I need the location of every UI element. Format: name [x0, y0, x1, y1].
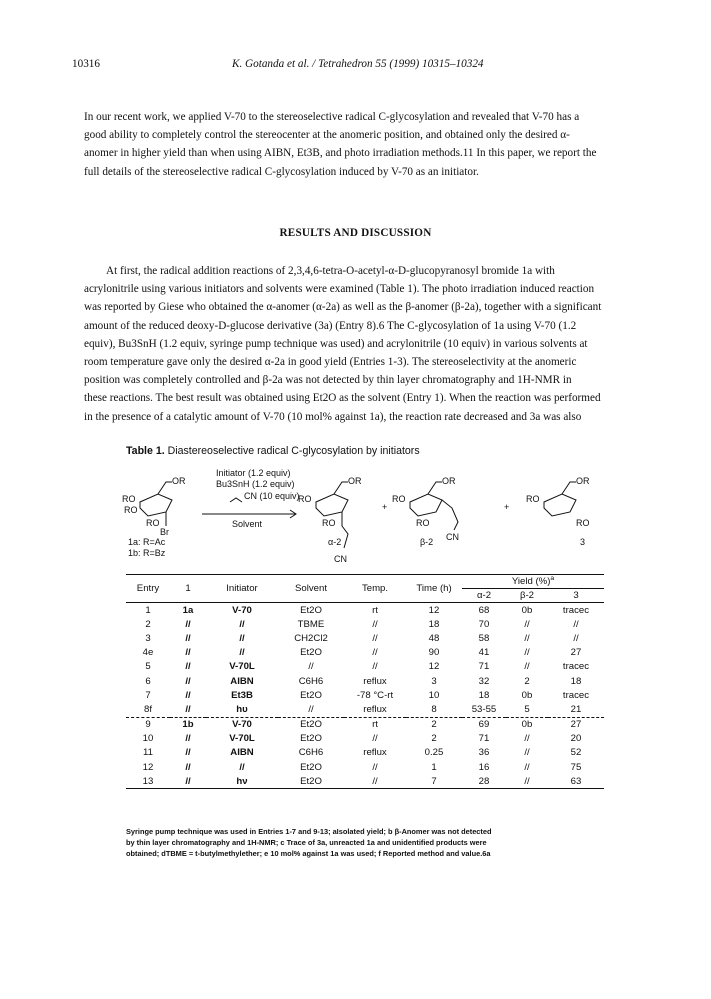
results-line: equiv), Bu3SnH (1.2 equiv, syringe pump technique was used) and acrylonitrile (10 equiv) in various solvents at	[84, 337, 588, 350]
table-row	[126, 674, 604, 688]
cell-initiator: V-70	[232, 719, 252, 731]
page-number: 10316	[72, 58, 100, 70]
reaction-scheme-drawing	[120, 464, 610, 570]
alpha2-ring	[316, 494, 348, 516]
cell-entry: 10	[142, 733, 154, 745]
cell-alpha2: 32	[478, 675, 490, 687]
cell-sm: //	[170, 774, 206, 789]
cell-3: tracec	[562, 661, 590, 673]
reagent-tin-hydride: Bu3SnH (1.2 equiv)	[216, 479, 295, 489]
sm-label-1b: 1b: R=Bz	[128, 548, 166, 558]
table-caption-label: Table 1.	[126, 445, 165, 457]
cell-time: 90	[428, 647, 440, 659]
cell-3: 21	[548, 702, 604, 717]
cell-entry: 12	[142, 761, 154, 773]
intro-line: In our recent work, we applied V-70 to the stereoselective radical C-glycosylation and revealed that V-70 has a	[84, 111, 580, 123]
c3-ring	[544, 494, 576, 516]
cell-entry: 6	[145, 675, 151, 687]
beta2-ring	[410, 494, 442, 516]
table-body	[126, 603, 604, 789]
col-yield-label: Yield (%)	[511, 576, 551, 588]
beta2-ro-label: RO	[416, 518, 430, 528]
sm-ro-label: RO	[122, 494, 136, 504]
cell-entry: 8f	[126, 702, 170, 717]
running-title: K. Gotanda et al. / Tetrahedron 55 (1999) 10315–10324	[232, 58, 484, 70]
results-line: was reported by Giese who obtained the α-anomer (α-2a) as well as the β-anomer (β-2a), together with a significant	[84, 301, 602, 314]
cell-entry: 5	[145, 661, 151, 673]
cell-sm: //	[185, 733, 191, 745]
table-footnote	[126, 826, 606, 860]
cell-alpha2: 41	[478, 647, 490, 659]
table-row	[126, 702, 604, 717]
cell-3: 20	[570, 733, 582, 745]
table-row	[126, 660, 604, 674]
alpha2-or-label: OR	[348, 476, 362, 486]
cell-time: 8	[406, 702, 462, 717]
beta2-cn-label: CN	[446, 532, 459, 542]
sm-or-label: OR	[172, 476, 186, 486]
cell-beta2: //	[524, 618, 530, 630]
cell-initiator: AIBN	[230, 747, 254, 759]
cell-beta2: //	[524, 747, 530, 759]
cell-initiator: V-70L	[229, 733, 255, 745]
cell-alpha2: 70	[478, 618, 490, 630]
cell-temp: reflux	[363, 747, 387, 759]
cell-entry: 4e	[142, 647, 154, 659]
cell-3: 18	[570, 675, 582, 687]
cell-3: 27	[570, 719, 582, 731]
cell-temp: //	[372, 661, 378, 673]
cell-solvent: C6H6	[298, 747, 324, 759]
cell-initiator: V-70	[232, 604, 252, 616]
sm-ro-label: RO	[146, 518, 160, 528]
cell-beta2: //	[506, 774, 548, 789]
plus-sign: +	[504, 502, 510, 512]
c3-ro-label: RO	[576, 518, 590, 528]
cell-sm: //	[185, 618, 191, 630]
cell-temp: //	[372, 618, 378, 630]
table-caption-text: Diastereoselective radical C-glycosylation by initiators	[164, 445, 420, 457]
cell-time: 10	[428, 689, 440, 701]
cell-3: 63	[548, 774, 604, 789]
table-row	[126, 688, 604, 702]
cell-solvent: //	[278, 702, 344, 717]
cell-solvent: CH2Cl2	[294, 632, 328, 644]
cell-alpha2: 36	[478, 747, 490, 759]
cell-sm: //	[185, 689, 191, 701]
results-line: room temperature gave only the desired α-2a in good yield (Entries 1-3). The stereoselectivity at the anomeric	[84, 356, 577, 369]
cell-temp: //	[372, 761, 378, 773]
col-sm: 1	[170, 575, 206, 603]
cell-3: 52	[570, 747, 582, 759]
product-3-label: 3	[580, 537, 586, 547]
alpha2-ro-label: RO	[322, 518, 336, 528]
cell-entry: 13	[126, 774, 170, 789]
sm-ring	[140, 494, 172, 516]
footnote-line: Syringe pump technique was used in Entries 1-7 and 9-13; aIsolated yield; b β-Anomer was not detected	[126, 827, 492, 836]
results-line: acrylonitrile using various initiators and solvents were examined (Table 1). The photo irradiation induced reaction	[84, 283, 595, 296]
cell-temp: //	[372, 647, 378, 659]
reagent-acrylonitrile: CN (10 equiv)	[244, 491, 300, 501]
intro-line: full details of the stereoselective radical C-glycosylation induced by V-70 as an initiator.	[84, 165, 479, 178]
cell-temp: //	[372, 632, 378, 644]
col-3: 3	[548, 589, 604, 603]
cell-initiator: hν	[206, 774, 278, 789]
cell-beta2: //	[524, 647, 530, 659]
cell-time: 2	[431, 733, 437, 745]
cell-beta2: //	[524, 632, 530, 644]
cell-sm: //	[185, 761, 191, 773]
cell-solvent: //	[308, 661, 314, 673]
table-row	[126, 617, 604, 631]
cell-solvent: Et2O	[300, 604, 322, 616]
beta2-ch2or	[428, 482, 442, 494]
cell-sm: //	[185, 747, 191, 759]
sm-label-1a: 1a: R=Ac	[128, 537, 166, 547]
cell-beta2: 0b	[521, 689, 533, 701]
cell-solvent: Et2O	[300, 719, 322, 731]
cell-solvent: TBME	[297, 618, 325, 630]
table-row	[126, 760, 604, 774]
acrylonitrile-bonds	[230, 498, 242, 502]
cell-beta2: 5	[506, 702, 548, 717]
cell-sm: 1a	[182, 604, 194, 616]
cell-alpha2: 69	[478, 719, 490, 731]
cell-solvent: Et2O	[278, 774, 344, 789]
cell-temp: -78 °C-rt	[356, 689, 394, 701]
col-solvent: Solvent	[278, 575, 344, 603]
cell-time: 48	[428, 632, 440, 644]
c3-ro-label: RO	[526, 494, 540, 504]
beta2-or-label: OR	[442, 476, 456, 486]
cell-beta2: 0b	[521, 604, 533, 616]
cell-solvent: C6H6	[298, 675, 324, 687]
cell-time: 0.25	[424, 747, 444, 759]
footnote-line: obtained; dTBME = t-butylmethylether; e 10 mol% against 1a was used; f Reported method and value.6a	[126, 849, 491, 859]
alpha2-cn-label: CN	[334, 554, 347, 564]
cell-beta2: //	[524, 761, 530, 773]
intro-line: good ability to completely control the stereocenter at the anomeric position, and obtained only the desired α-	[84, 129, 570, 142]
cell-time: 18	[428, 618, 440, 630]
reagent-initiator: Initiator (1.2 equiv)	[216, 468, 291, 478]
results-table	[126, 574, 604, 789]
product-alpha2-label: α-2	[328, 537, 342, 547]
cell-alpha2: 68	[478, 604, 490, 616]
section-heading: RESULTS AND DISCUSSION	[279, 227, 432, 239]
cell-initiator: //	[239, 632, 245, 644]
sm-ch2or	[158, 482, 172, 494]
alpha2-ch2or	[334, 482, 348, 494]
col-entry: Entry	[126, 575, 170, 603]
results-paragraph	[84, 262, 646, 426]
cell-time: 3	[431, 675, 437, 687]
table-row	[126, 746, 604, 760]
cell-initiator: Et3B	[231, 689, 253, 701]
cell-3: tracec	[562, 604, 590, 616]
alpha2-chain	[342, 512, 348, 548]
results-line: amount of the reduced deoxy-D-glucose derivative (3a) (Entry 8).6 The C-glycosylation of 1a using V-70 (1.2	[84, 319, 577, 332]
cell-sm: 1b	[182, 719, 194, 731]
sm-br-label: Br	[160, 527, 169, 537]
cell-entry: 2	[145, 618, 151, 630]
cell-time: 12	[428, 604, 440, 616]
cell-alpha2: 28	[462, 774, 506, 789]
cell-beta2: 0b	[521, 719, 533, 731]
cell-time: 12	[428, 661, 440, 673]
plus-sign: +	[382, 502, 388, 512]
footnote-line: by thin layer chromatography and 1H-NMR; c Trace of 3a, unreacted 1a and unidentified products were	[126, 838, 487, 848]
col-alpha2: α-2	[462, 589, 506, 603]
cell-3: //	[573, 618, 579, 630]
cell-beta2: //	[524, 661, 530, 673]
cell-alpha2: 71	[478, 733, 490, 745]
results-line: At first, the radical addition reactions of 2,3,4,6-tetra-O-acetyl-α-D-glucopyranosyl bromide 1a with	[106, 265, 555, 277]
cell-initiator: //	[239, 761, 245, 773]
table-row	[126, 646, 604, 660]
results-line: position was completely controlled and β-2a was not detected by thin layer chromatography and 1H-NMR in	[84, 374, 572, 387]
cell-sm: //	[185, 661, 191, 673]
cell-sm: //	[185, 647, 191, 659]
reaction-solvent: Solvent	[232, 519, 263, 529]
cell-alpha2: 58	[478, 632, 490, 644]
cell-temp: //	[372, 733, 378, 745]
cell-solvent: Et2O	[300, 689, 322, 701]
intro-line: anomer in higher yield than when using AIBN, Et3B, and photo irradiation methods.11 In this paper, we report the	[84, 147, 597, 160]
cell-solvent: Et2O	[300, 647, 322, 659]
cell-sm: //	[185, 632, 191, 644]
product-beta2-label: β-2	[420, 537, 434, 547]
beta2-chain	[442, 500, 458, 530]
cell-3: //	[573, 632, 579, 644]
cell-initiator: //	[239, 647, 245, 659]
cell-temp: rt	[372, 719, 378, 731]
cell-beta2: //	[524, 733, 530, 745]
cell-entry: 1	[145, 604, 151, 616]
col-yield-sup: a	[550, 575, 555, 583]
cell-3: 75	[570, 761, 582, 773]
cell-sm: //	[185, 675, 191, 687]
cell-time: 1	[431, 761, 437, 773]
table-row	[126, 732, 604, 746]
col-yield	[462, 575, 604, 589]
beta2-ro-label: RO	[392, 494, 406, 504]
cell-3: tracec	[562, 689, 590, 701]
cell-temp: reflux	[363, 675, 387, 687]
cell-solvent: Et2O	[300, 761, 322, 773]
table-row	[126, 631, 604, 645]
reaction-scheme	[120, 464, 610, 570]
cell-3: 27	[570, 647, 582, 659]
cell-entry: 7	[145, 689, 151, 701]
col-time: Time (h)	[406, 575, 462, 603]
cell-sm: //	[170, 702, 206, 717]
cell-entry: 11	[143, 747, 153, 759]
cell-alpha2: 71	[478, 661, 490, 673]
results-line: these reactions. The best result was obtained using Et2O as the solvent (Entry 1). When the reaction was performed	[84, 392, 601, 405]
c3-ch2or	[562, 482, 576, 494]
cell-entry: 3	[145, 632, 151, 644]
table-caption	[126, 445, 420, 457]
cell-alpha2: 53-55	[462, 702, 506, 717]
cell-initiator: V-70L	[229, 661, 255, 673]
cell-temp: rt	[372, 604, 378, 616]
table-row	[126, 603, 604, 618]
cell-solvent: Et2O	[300, 733, 322, 745]
intro-paragraph	[84, 108, 646, 181]
cell-time: 7	[406, 774, 462, 789]
cell-temp: //	[344, 774, 406, 789]
cell-initiator: //	[239, 618, 245, 630]
cell-initiator: hυ	[206, 702, 278, 717]
cell-time: 2	[431, 719, 437, 731]
table-row	[126, 774, 604, 789]
results-line: in the presence of a catalytic amount of V-70 (10 mol% against 1a), the reaction rate decreased and 3a was also	[84, 410, 582, 423]
cell-alpha2: 16	[478, 761, 490, 773]
cell-entry: 9	[145, 719, 151, 731]
alpha2-ro-label: RO	[298, 494, 312, 504]
cell-alpha2: 18	[478, 689, 490, 701]
col-initiator: Initiator	[206, 575, 278, 603]
sm-ro-label: RO	[124, 505, 138, 515]
cell-temp: reflux	[344, 702, 406, 717]
table-row	[126, 717, 604, 732]
cell-beta2: 2	[524, 675, 530, 687]
cell-initiator: AIBN	[230, 675, 254, 687]
col-beta2: β-2	[506, 589, 548, 603]
col-temp: Temp.	[344, 575, 406, 603]
c3-or-label: OR	[576, 476, 590, 486]
